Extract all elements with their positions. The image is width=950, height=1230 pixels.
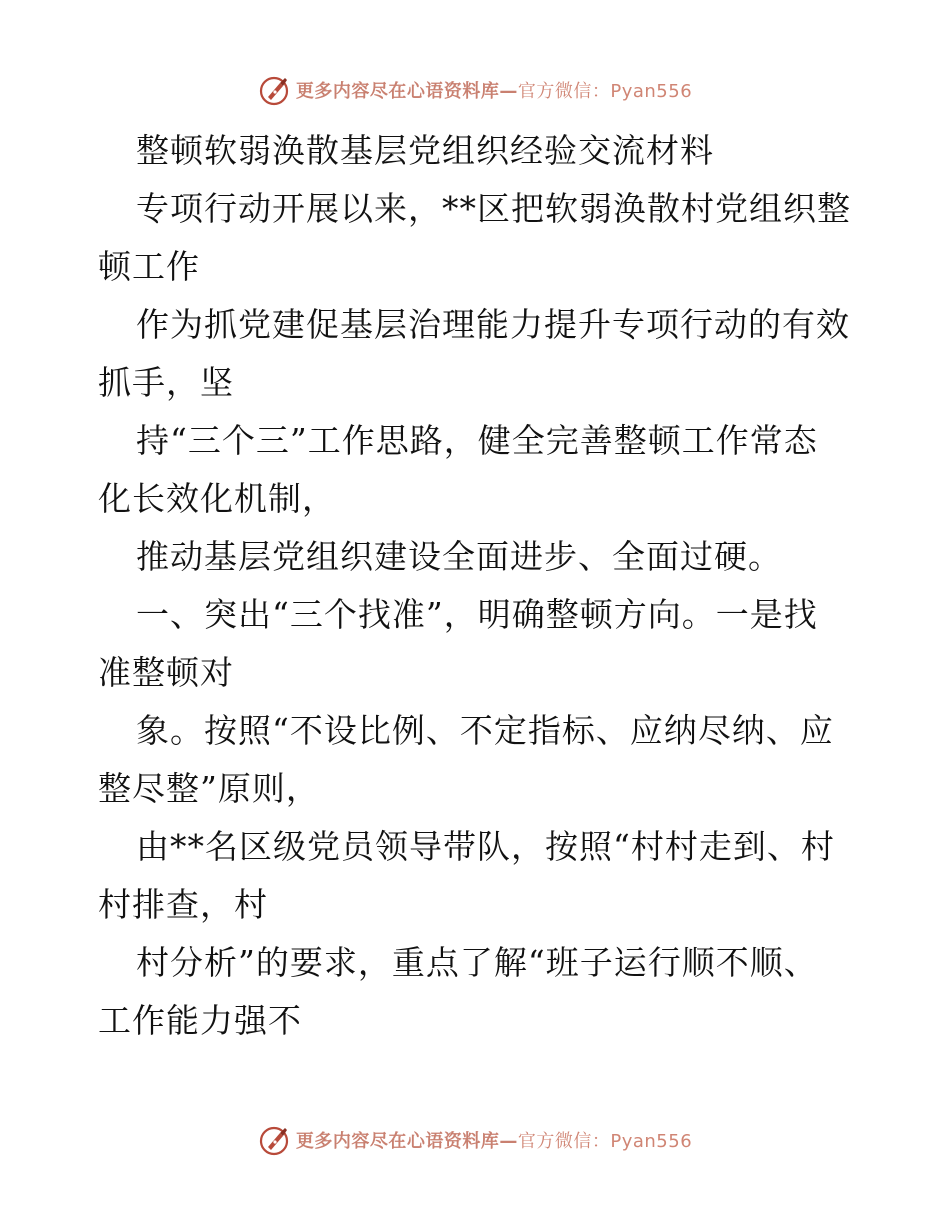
document-line: 一、突出“三个找准”，明确整顿方向。一是找 [136,595,818,634]
document-line: 工作能力强不 [98,1001,302,1040]
document-line: 整尽整”原则， [98,769,320,808]
document-line: 由**名区级党员领导带队，按照“村村走到、村 [136,827,835,866]
document-line: 整顿软弱涣散基层党组织经验交流材料 [136,131,714,170]
pen-nib-logo-icon [258,73,292,107]
footer-banner-text: 更多内容尽在心语资料库— [295,1131,518,1152]
document-line: 顿工作 [98,247,200,286]
document-line: 象。按照“不设比例、不定指标、应纳尽纳、应 [136,711,834,750]
document-line: 推动基层党组织建设全面进步、全面过硬。 [136,537,782,576]
header-banner-text: 更多内容尽在心语资料库— [295,81,518,102]
document-line: 化长效化机制， [98,479,336,518]
footer-banner [0,1120,950,1160]
document-line: 抓手，坚 [98,363,234,402]
document-line: 作为抓党建促基层治理能力提升专项行动的有效 [136,305,850,344]
footer-wechat-text: 官方微信：Pyan556 [517,1131,693,1152]
header-banner [0,70,950,110]
document-line: 准整顿对 [98,653,234,692]
document-line: 村排查，村 [98,885,268,924]
header-wechat-text: 官方微信：Pyan556 [517,81,693,102]
document-line: 专项行动开展以来，**区把软弱涣散村党组织整 [136,189,851,228]
document-line: 村分析”的要求，重点了解“班子运行顺不顺、 [136,943,818,982]
document-line: 持“三个三”工作思路，健全完善整顿工作常态 [136,421,818,460]
pen-nib-logo-icon [258,1123,292,1157]
document-body [98,122,852,1050]
